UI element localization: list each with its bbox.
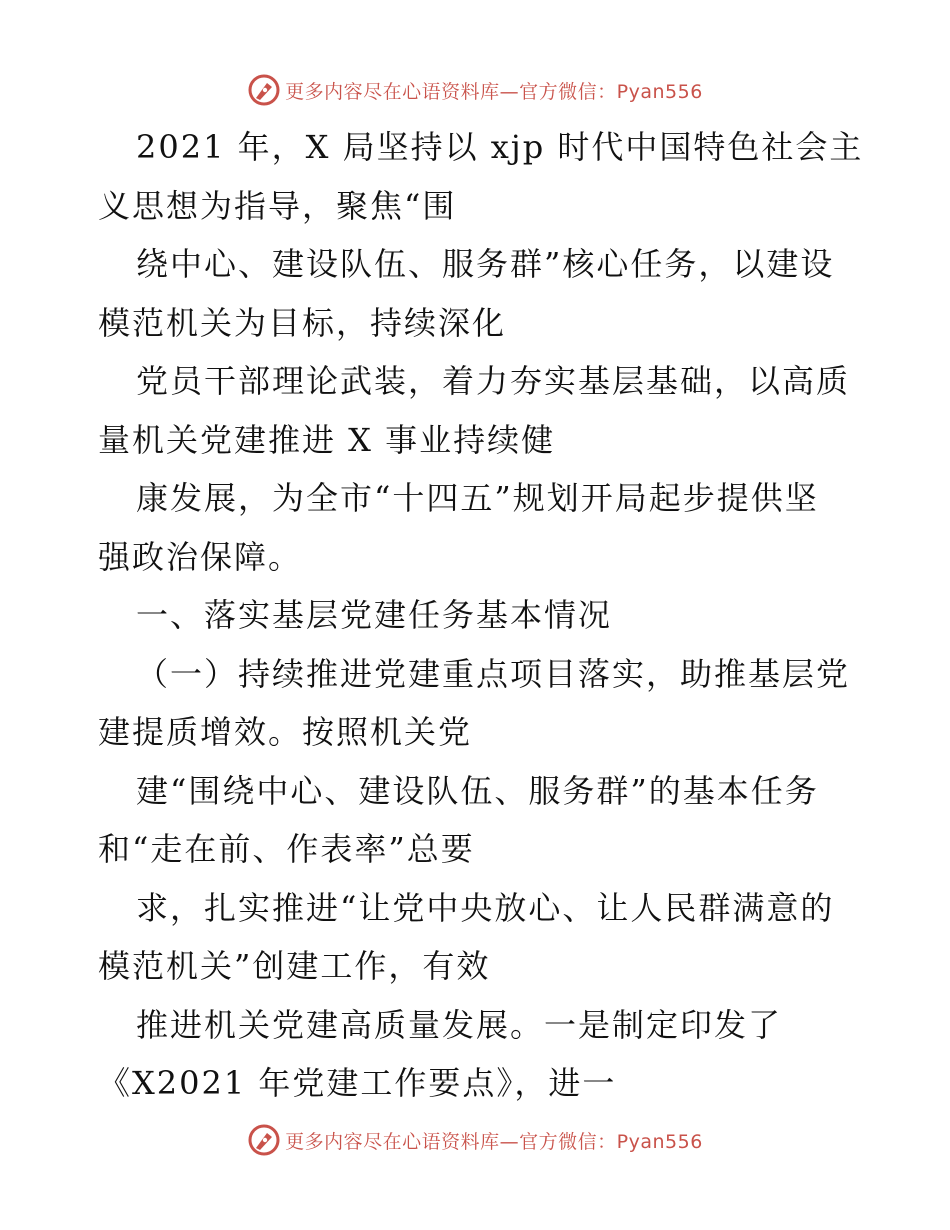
header-watermark bbox=[0, 70, 950, 110]
text-line: 2021 年，X 局坚持以 xjp 时代中国特色社会主 bbox=[136, 128, 864, 166]
text-line: 强政治保障。 bbox=[98, 537, 303, 576]
text-line: 推进机关党建高质量发展。一是制定印发了 bbox=[136, 1005, 783, 1044]
section-heading bbox=[98, 586, 858, 645]
section-heading-text: 一、落实基层党建任务基本情况 bbox=[136, 596, 613, 634]
text-line: 义思想为指导，聚焦“围 bbox=[98, 186, 457, 225]
document-body bbox=[98, 118, 864, 1113]
footer-watermark-text: 更多内容尽在心语资料库—官方微信：Pyan556 bbox=[285, 1130, 703, 1153]
header-watermark-text: 更多内容尽在心语资料库—官方微信：Pyan556 bbox=[285, 80, 703, 103]
paragraph-1 bbox=[98, 118, 864, 586]
text-line: 模范机关”创建工作，有效 bbox=[98, 947, 491, 985]
text-line: 和“走在前、作表率”总要 bbox=[98, 830, 475, 868]
text-line: 建“围绕中心、建设队伍、服务群”的基本任务 bbox=[136, 771, 819, 810]
text-line: （一）持续推进党建重点项目落实，助推基层党 bbox=[136, 654, 851, 693]
text-line: 量机关党建推进 X 事业持续健 bbox=[98, 420, 556, 459]
paragraph-2 bbox=[98, 645, 858, 1113]
pen-nib-logo-icon bbox=[247, 1123, 281, 1157]
pen-nib-logo-icon bbox=[247, 73, 281, 107]
text-line: 《X2021 年党建工作要点》，进一 bbox=[98, 1064, 617, 1102]
text-line: 康发展，为全市“十四五”规划开局起步提供坚 bbox=[136, 479, 819, 517]
text-line: 模范机关为目标，持续深化 bbox=[98, 303, 507, 342]
text-line: 绕中心、建设队伍、服务群”核心任务，以建设 bbox=[136, 245, 835, 283]
text-line: 求，扎实推进“让党中央放心、让人民群满意的 bbox=[136, 888, 835, 927]
text-line: 建提质增效。按照机关党 bbox=[98, 713, 473, 751]
footer-watermark bbox=[0, 1120, 950, 1160]
text-line: 党员干部理论武装，着力夯实基层基础，以高质 bbox=[136, 362, 851, 400]
